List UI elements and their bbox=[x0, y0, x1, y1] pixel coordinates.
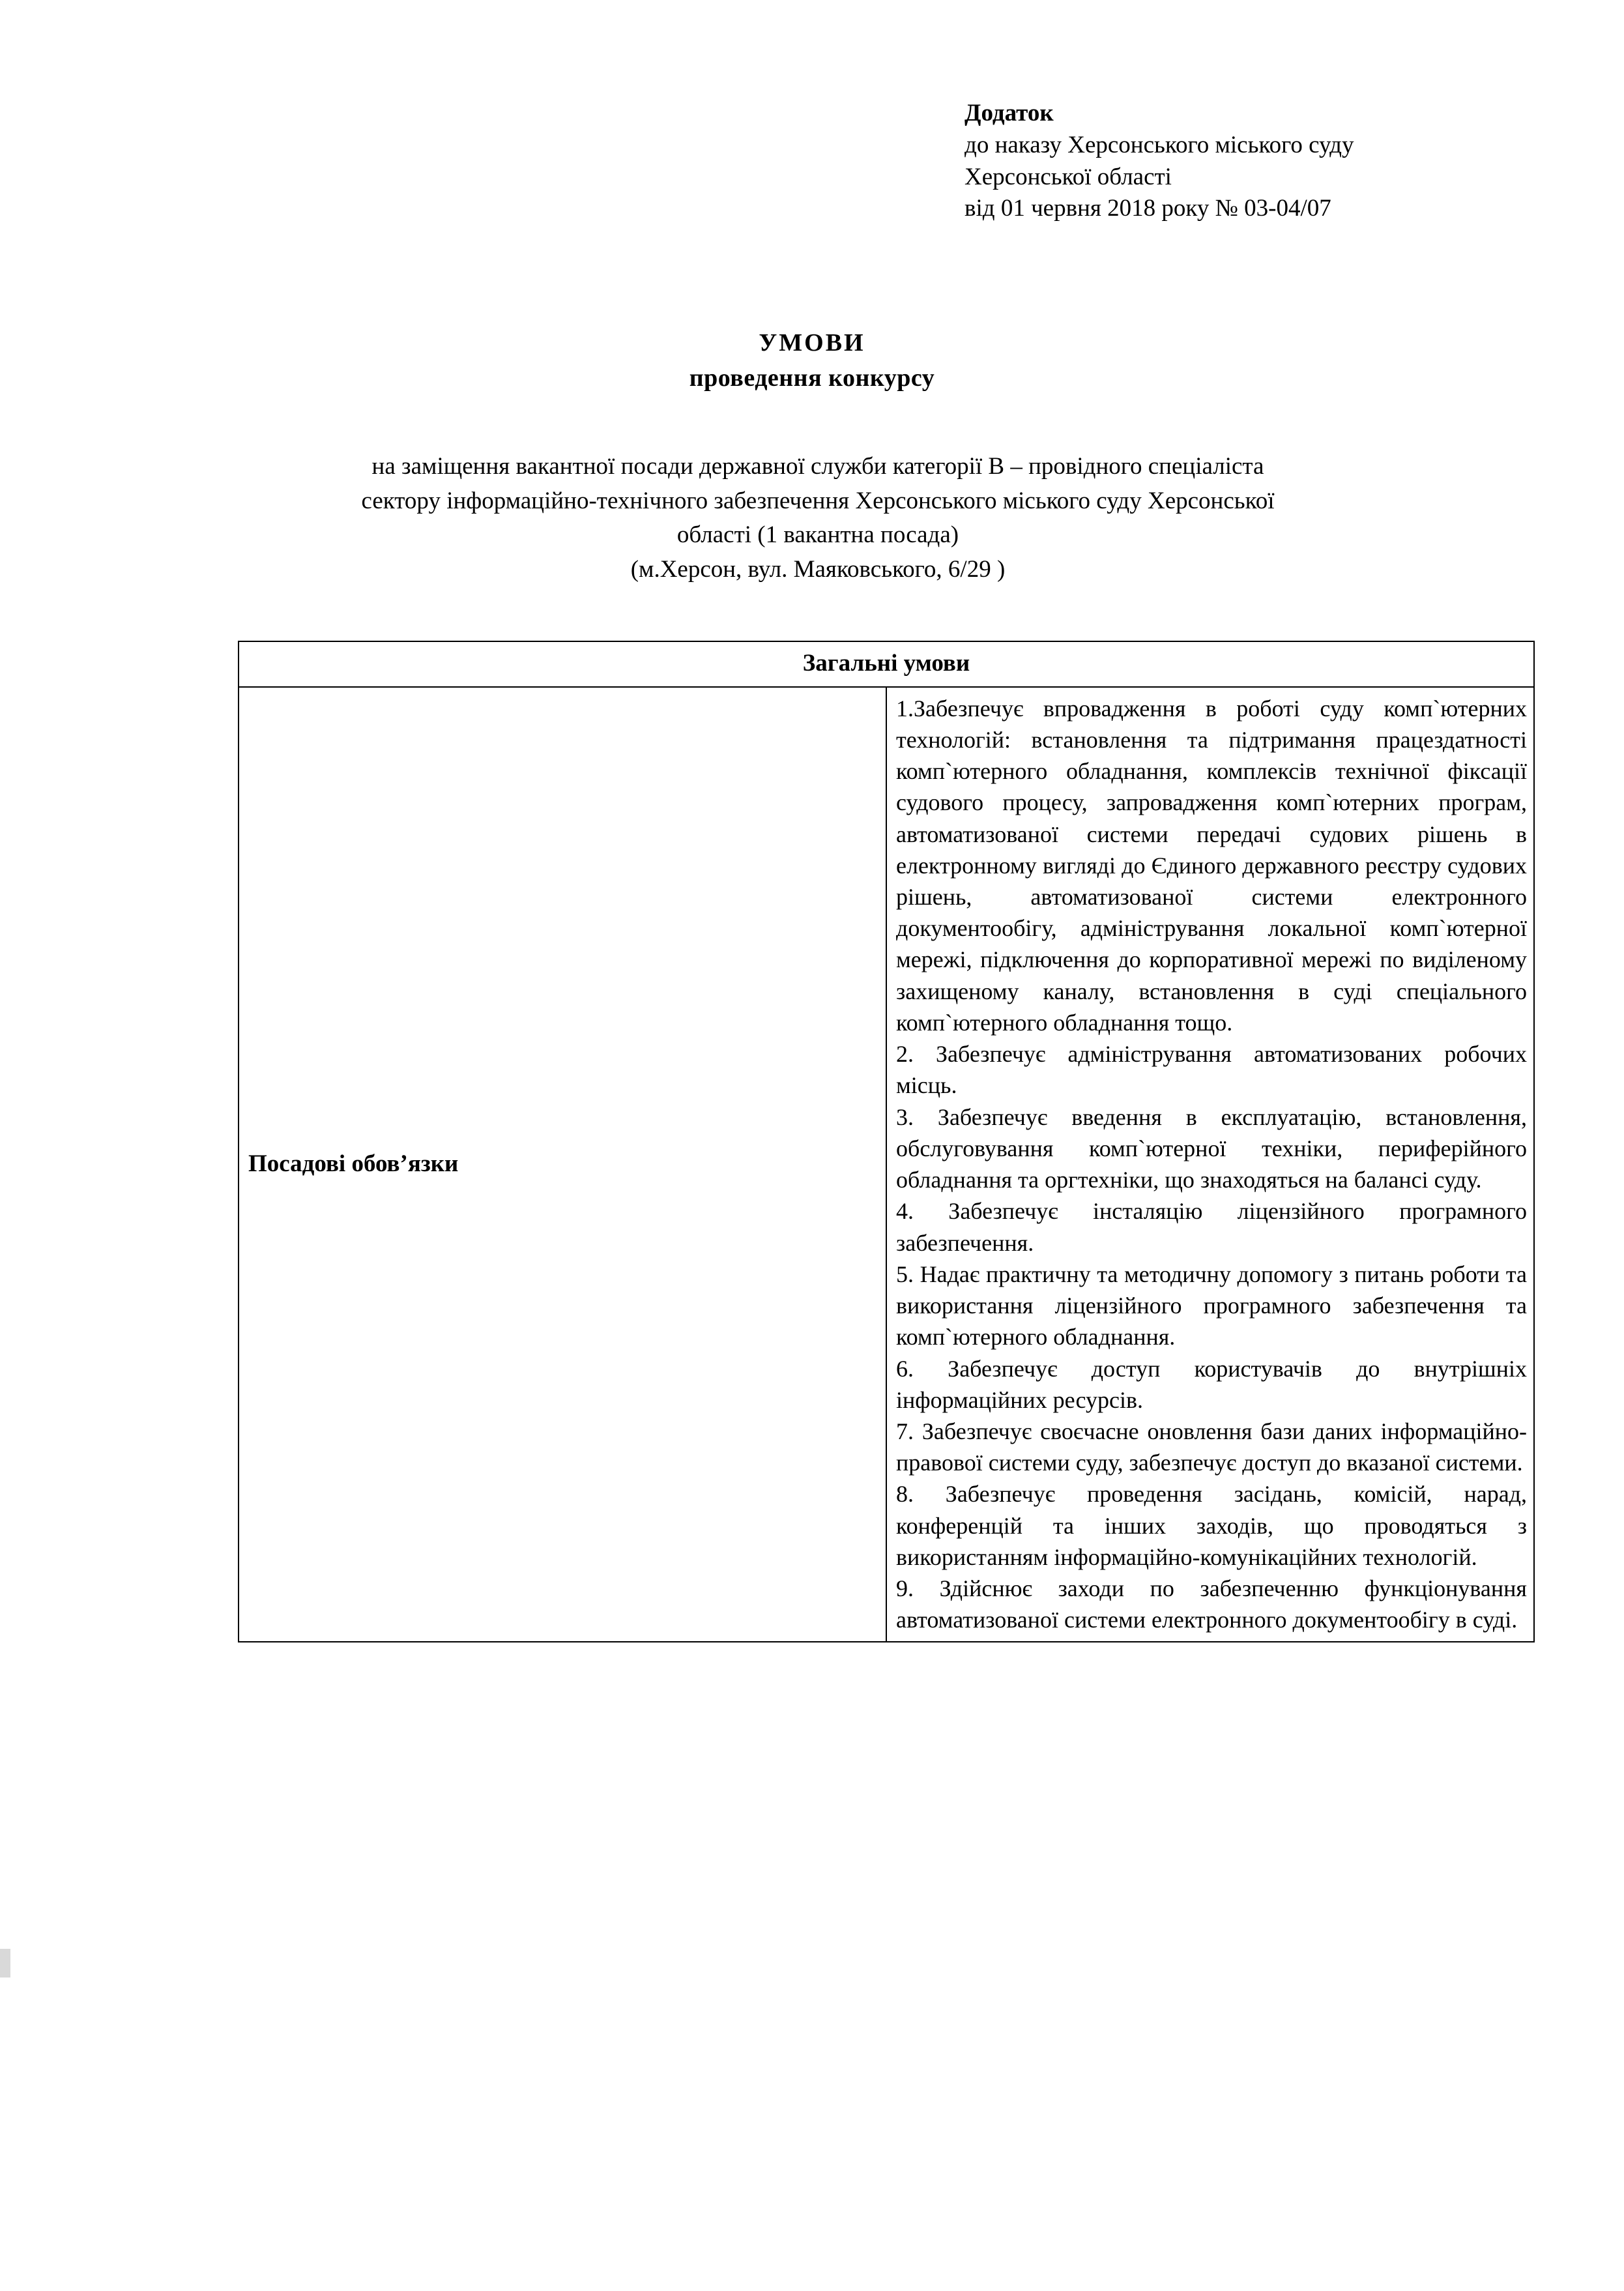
section-header-general-conditions: Загальні умови bbox=[239, 641, 1534, 687]
row-label-duties: Посадові обов’язки bbox=[239, 687, 886, 1642]
subtitle-line-3: області (1 вакантна посада) bbox=[676, 521, 959, 549]
header-line-order: до наказу Херсонського міського суду bbox=[964, 131, 1354, 158]
duty-item: 3. Забезпечує введення в експлуатацію, встановлення, обслуговування комп`ютерної техніки, периферійного обладнання та оргтехніки, що знаходяться на балансі суду. bbox=[896, 1103, 1527, 1193]
page-title bbox=[0, 326, 1624, 396]
document-header bbox=[964, 98, 1551, 225]
duty-item: 5. Надає практичну та методичну допомогу з питань роботи та використання ліцензійного програмного забезпечення та комп`ютерного обладнання. bbox=[896, 1261, 1527, 1350]
table-row bbox=[239, 687, 1534, 1642]
duty-item: 6. Забезпечує доступ користувачів до внутрішніх інформаційних ресурсів. bbox=[896, 1355, 1527, 1413]
page-edge-artifact bbox=[0, 1949, 10, 1977]
title-sub: проведення конкурсу bbox=[689, 364, 935, 392]
subtitle-line-2: сектору інформаційно-технічного забезпечення Херсонського міського суду Херсонської bbox=[361, 487, 1275, 514]
header-line-date: від 01 червня 2018 року № 03-04/07 bbox=[964, 195, 1331, 222]
duty-item: 1.Забезпечує впровадження в роботі суду комп`ютерних технологій: встановлення та підтримання працездатності комп`ютерного обладнання, комплексів технічної фіксації судового процесу, запровадження комп`ютерних програм, автоматизованої системи передачі судових рішень в електронному вигляді до Єдиного державного реєстру судових рішень, автоматизованої системи електронного документообігу, адміністрування локальної комп`ютерної мережі, підключення до корпоративної мережі по виділеному захищеному каналу, встановлення в суді спеціального комп`ютерного обладнання тощо. bbox=[896, 695, 1527, 1036]
table-section-header-row bbox=[239, 641, 1534, 687]
header-line-appendix: Додаток bbox=[964, 100, 1054, 126]
conditions-table bbox=[238, 641, 1535, 1642]
duty-item: 7. Забезпечує своєчасне оновлення бази даних інформаційно-правової системи суду, забезпечує доступ до вказаної системи. bbox=[896, 1418, 1527, 1476]
duty-item: 4. Забезпечує інсталяцію ліцензійного програмного забезпечення. bbox=[896, 1198, 1527, 1256]
duty-item: 8. Забезпечує проведення засідань, комісій, нарад, конференцій та інших заходів, що проводяться з використанням інформаційно-комунікаційних технологій. bbox=[896, 1481, 1527, 1570]
duty-item: 2. Забезпечує адміністрування автоматизованих робочих місць. bbox=[896, 1041, 1527, 1099]
header-line-region: Херсонської області bbox=[964, 163, 1172, 190]
subtitle-line-4: (м.Херсон, вул. Маяковського, 6/29 ) bbox=[630, 555, 1006, 583]
row-content-duties bbox=[886, 687, 1534, 1642]
subtitle-line-1: на заміщення вакантної посади державної служби категорії В – провідного спеціаліста bbox=[371, 453, 1264, 480]
subtitle-paragraph bbox=[222, 450, 1414, 587]
title-main: УМОВИ bbox=[759, 329, 865, 357]
duty-item: 9. Здійснює заходи по забезпеченню функціонування автоматизованої системи електронного документообігу в суді. bbox=[896, 1575, 1527, 1633]
